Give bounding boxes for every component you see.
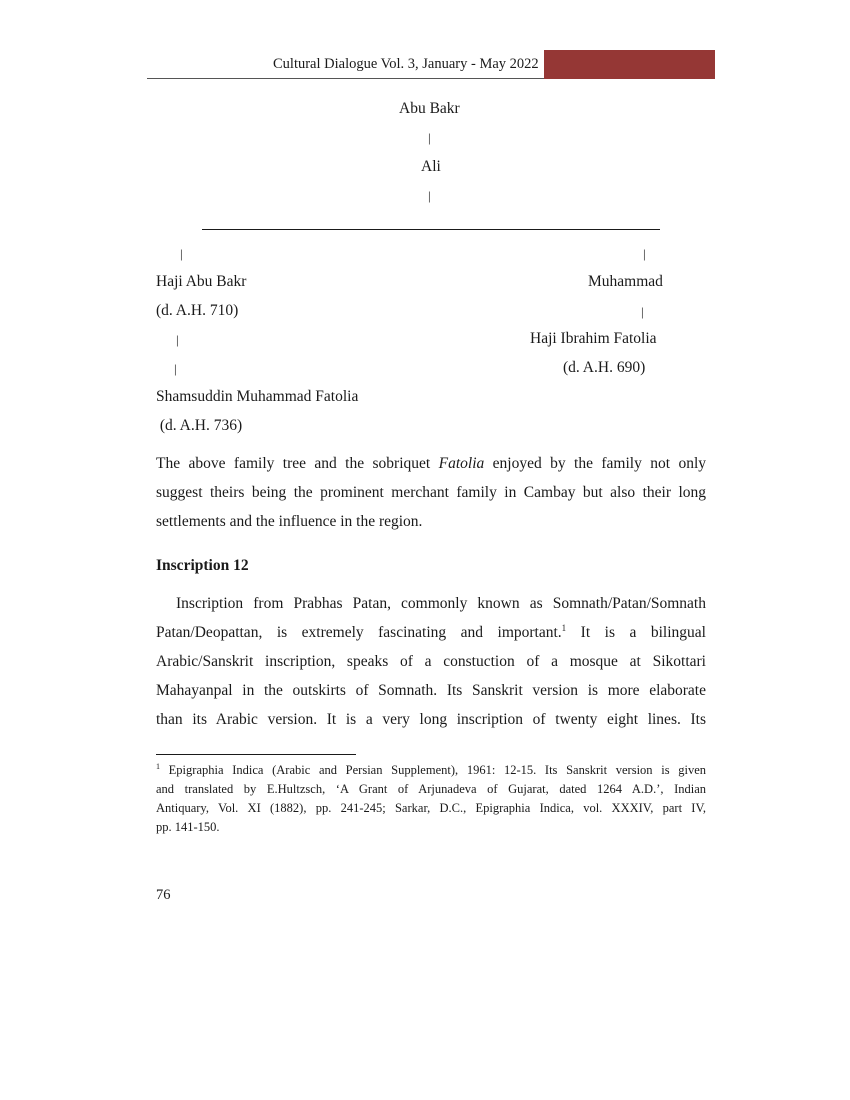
text-span: The above family tree and the sobriquet — [156, 455, 439, 472]
tree-death-date: (d. A.H. 736) — [156, 417, 243, 434]
footnote-line: and translated by E.Hultzsch, ‘A Grant of Arjunadeva of Gujarat, dated 1264 A.D.’, Indian — [156, 782, 706, 796]
tree-node-shamsuddin-muhammad-fatolia: Shamsuddin Muhammad Fatolia — [156, 388, 359, 405]
footnote-line: Antiquary, Vol. XI (1882), pp. 241-245; Sarkar, D.C., Epigraphia Indica, vol. XXXIV, part IV, — [156, 801, 706, 815]
tree-node-abu-bakr: Abu Bakr — [399, 100, 460, 117]
text-line: than its Arabic version. It is a very long inscription of twenty eight lines. Its — [156, 711, 706, 728]
text-line — [156, 449, 706, 478]
tree-branch-line — [202, 229, 660, 230]
footnote — [156, 761, 706, 837]
text-line — [156, 618, 706, 647]
tree-death-date: (d. A.H. 710) — [156, 302, 239, 319]
page-number: 76 — [156, 887, 171, 903]
tree-connector: | — [428, 188, 431, 203]
text-line: Arabic/Sanskrit inscription, speaks of a constuction of a mosque at Sikottari — [156, 653, 706, 670]
body-paragraph — [156, 589, 706, 734]
tree-node-ali: Ali — [421, 158, 441, 175]
tree-connector: | — [176, 332, 179, 347]
tree-connector: | — [643, 246, 646, 261]
footnote-ref[interactable]: 1 — [561, 623, 567, 633]
footnote-line: pp. 141-150. — [156, 820, 220, 834]
text-line: suggest theirs being the prominent merchant family in Cambay but also their long — [156, 484, 706, 501]
tree-connector: | — [641, 304, 644, 319]
text-span: Epigraphia Indica (Arabic and Persian Supplement), 1961: 12-15. Its Sanskrit version is given — [160, 763, 706, 777]
tree-connector: | — [174, 361, 177, 376]
footnote-line — [156, 761, 706, 780]
section-heading: Inscription 12 — [156, 557, 249, 574]
text-span: enjoyed by the family not only — [484, 455, 707, 472]
tree-node-haji-ibrahim-fatolia: Haji Ibrahim Fatolia — [530, 330, 657, 347]
text-line: Inscription from Prabhas Patan, commonly known as Somnath/Patan/Somnath — [176, 595, 706, 612]
tree-node-haji-abu-bakr: Haji Abu Bakr — [156, 273, 247, 290]
text-line: Mahayanpal in the outskirts of Somnath. Its Sanskrit version is more elaborate — [156, 682, 706, 699]
running-header: Cultural Dialogue Vol. 3, January - May 2022 — [273, 56, 539, 72]
footnote-rule — [156, 754, 356, 755]
tree-connector: | — [180, 246, 183, 261]
italic-term: Fatolia — [438, 455, 485, 472]
tree-death-date: (d. A.H. 690) — [563, 359, 646, 376]
tree-connector: | — [428, 130, 431, 145]
header-accent-band — [544, 50, 715, 79]
footnote-marker: 1 — [156, 762, 160, 771]
text-line: settlements and the influence in the region. — [156, 513, 423, 530]
tree-node-muhammad: Muhammad — [588, 273, 663, 290]
text-span: Patan/Deopattan, is extremely fascinating and important. — [156, 624, 562, 641]
header-rule — [147, 78, 544, 79]
text-span: It is a bilingual — [566, 624, 706, 641]
body-paragraph — [156, 449, 706, 536]
